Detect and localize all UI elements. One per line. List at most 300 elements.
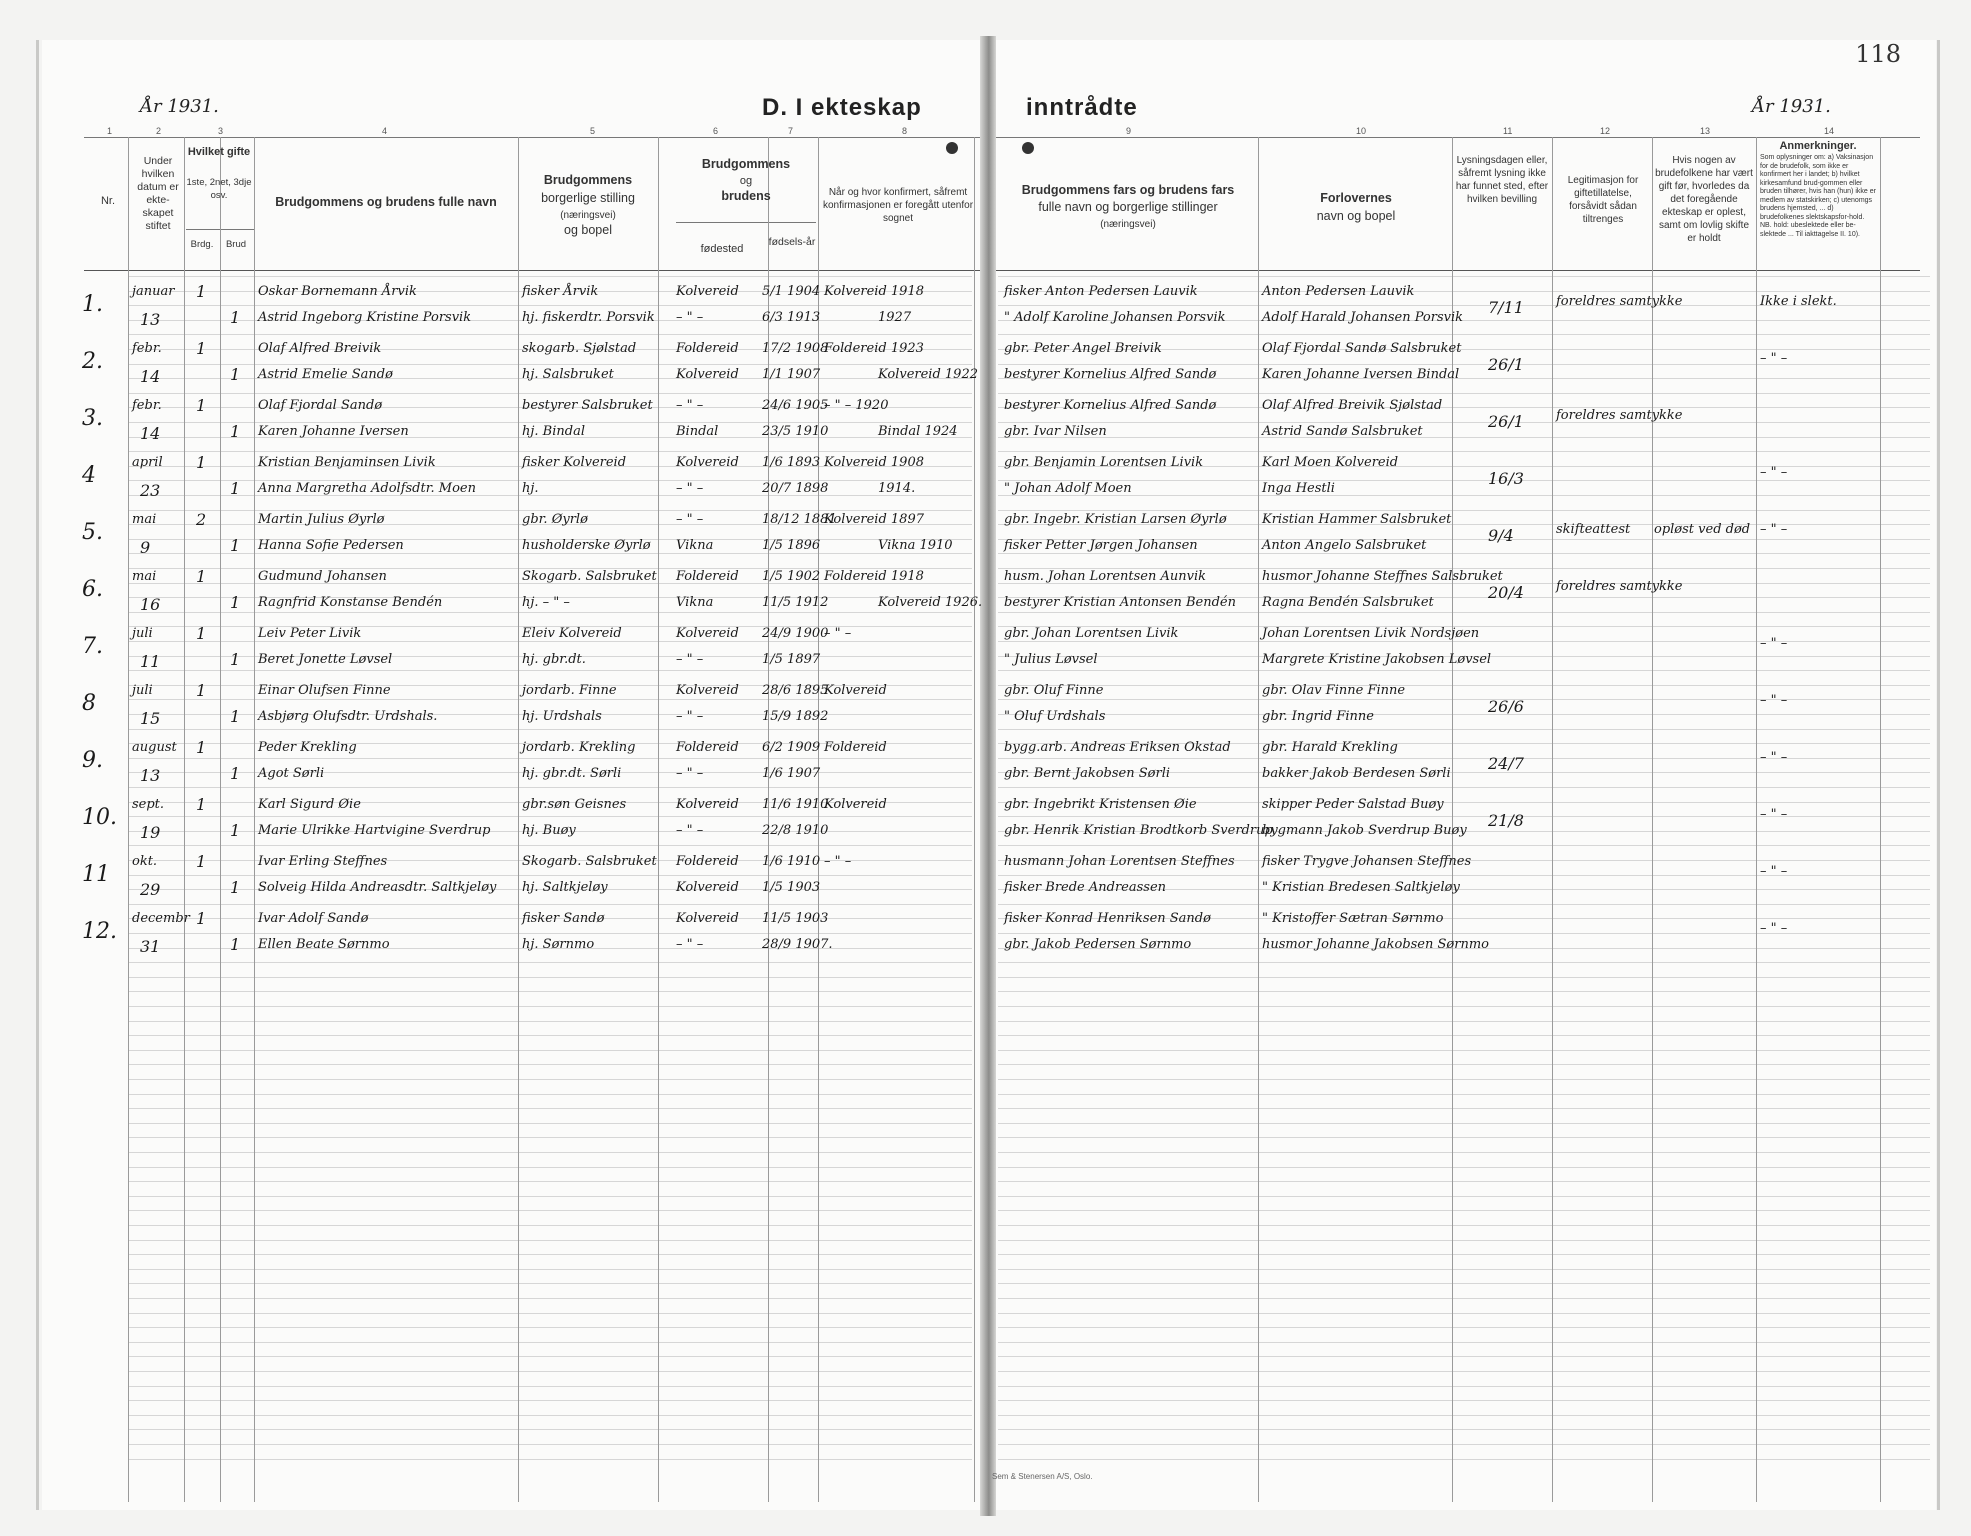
ruled-line [998, 1444, 1930, 1445]
entry-groom-name: Karl Sigurd Øie [258, 797, 361, 812]
entry-remark: – " – [1760, 921, 1788, 936]
entry-groom-birthdate: 24/9 1900 [762, 626, 829, 641]
header-stilling-d: og bopel [564, 223, 612, 237]
entry-bride-father: gbr. Jakob Pedersen Sørnmo [1004, 937, 1192, 952]
year-left: År 1931. [140, 96, 219, 117]
column-number: 7 [788, 126, 794, 136]
ruled-line [998, 1429, 1930, 1430]
column-rule [184, 137, 185, 1502]
entry-banns-date: 24/7 [1488, 754, 1524, 773]
entry-bride-occupation: hj. Salsbruket [522, 367, 614, 382]
entry-bride-occupation: hj. Saltkjeløy [522, 880, 608, 895]
entry-groom-birthdate: 11/5 1903 [762, 911, 829, 926]
ruled-line [998, 991, 1930, 992]
ruled-line [998, 276, 1930, 277]
entry-previous-marriage: opløst ved død [1654, 522, 1751, 537]
header-stilling-a: Brudgommens [543, 173, 633, 187]
entry-bride-father: " Adolf Karoline Johansen Porsvik [1004, 310, 1226, 325]
entry-banns-date: 26/1 [1488, 412, 1524, 431]
entry-number: 6. [82, 577, 103, 602]
ruled-line [998, 1386, 1930, 1387]
entry-bride-birthplace: – " – [676, 310, 704, 325]
ruled-line [998, 1167, 1930, 1168]
entry-number: 5. [82, 520, 103, 545]
entry-bride-confirmation: Kolvereid 1922 [878, 367, 978, 382]
header-brudens-a: Brudgommens [701, 157, 791, 171]
entry-number: 9. [82, 748, 103, 773]
entry-witness-1: Johan Lorentsen Livik Nordsjøen [1262, 626, 1480, 641]
entry-bride-birthplace: – " – [676, 481, 704, 496]
ruled-line [998, 1269, 1930, 1270]
entry-gifte-brud: 1 [230, 593, 241, 612]
entry-number: 3. [82, 406, 103, 431]
header-brudens-c: brudens [721, 189, 771, 203]
header-navn: Brudgommens og brudens fulle navn [275, 195, 497, 209]
ruled-line [998, 714, 1930, 715]
entry-banns-date: 21/8 [1488, 811, 1524, 830]
entry-witness-1: Anton Pedersen Lauvik [1262, 284, 1415, 299]
entry-bride-birthdate: 28/9 1907. [762, 937, 833, 952]
entry-bride-father: fisker Petter Jørgen Johansen [1004, 538, 1198, 553]
entry-groom-father: husmann Johan Lorentsen Steffnes [1004, 854, 1235, 869]
header-brudens-b: og [739, 175, 753, 187]
entry-groom-name: Ivar Adolf Sandø [258, 911, 369, 926]
entry-witness-2: Karen Johanne Iversen Bindal [1262, 367, 1460, 382]
entry-groom-father: gbr. Peter Angel Breivik [1004, 341, 1162, 356]
header-lysning: Lysningsdagen eller, såfremt lysning ikke har funnet sted, efter hvilken bevilling [1455, 155, 1549, 205]
entry-groom-birthplace: Foldereid [676, 341, 739, 356]
entry-gifte-brdg: 1 [196, 396, 207, 415]
entry-groom-name: Leiv Peter Livik [258, 626, 362, 641]
entry-witness-1: Olaf Alfred Breivik Sjølstad [1262, 398, 1443, 413]
header-tidligere: Hvis nogen av brudefolkene har vært gift før, hvorledes da det foregående ekteskap er oplest, samt om lovlig skifte er holdt [1655, 155, 1753, 244]
entry-bride-occupation: hj. Urdshals [522, 709, 602, 724]
header-fars-c: (næringsvei) [1100, 219, 1156, 230]
entry-groom-confirmation: Kolvereid [824, 797, 887, 812]
ruled-line [998, 685, 1930, 686]
entry-groom-occupation: fisker Årvik [522, 284, 599, 299]
entry-banns-date: 20/4 [1488, 583, 1524, 602]
entry-day: 13 [140, 766, 161, 785]
entry-bride-birthplace: – " – [676, 823, 704, 838]
entry-gifte-brud: 1 [230, 536, 241, 555]
entry-gifte-brdg: 1 [196, 795, 207, 814]
entry-day: 11 [140, 652, 161, 671]
entry-witness-2: husmor Johanne Jakobsen Sørnmo [1262, 937, 1489, 952]
column-rule [1552, 137, 1553, 1502]
entry-witness-2: Inga Hestli [1262, 481, 1335, 496]
entry-gifte-brud: 1 [230, 764, 241, 783]
entry-day: 19 [140, 823, 161, 842]
header-bottom-rule [84, 270, 980, 271]
ruled-line [998, 1021, 1930, 1022]
entry-witness-2: gbr. Ingrid Finne [1262, 709, 1374, 724]
entry-bride-name: Ragnfrid Konstanse Bendén [258, 595, 443, 610]
entry-gifte-brdg: 1 [196, 852, 207, 871]
entry-bride-name: Hanna Sofie Pedersen [258, 538, 404, 553]
entry-legitimation: foreldres samtykke [1556, 579, 1683, 594]
entry-witness-1: skipper Peder Salstad Buøy [1262, 797, 1444, 812]
entry-remark: – " – [1760, 522, 1788, 537]
page-edge-left [36, 40, 39, 1510]
entry-bride-occupation: hj. Sørnmo [522, 937, 595, 952]
header-gifte-sub: 1ste, 2net, 3dje osv. [186, 177, 252, 201]
column-number: 9 [1126, 126, 1132, 136]
entry-witness-2: Margrete Kristine Jakobsen Løvsel [1262, 652, 1492, 667]
entry-bride-occupation: hj. Buøy [522, 823, 576, 838]
entry-groom-confirmation: – " – [824, 854, 852, 869]
entry-groom-name: Olaf Fjordal Sandø [258, 398, 383, 413]
entry-bride-confirmation: Kolvereid 1926. [878, 595, 983, 610]
ruled-line [998, 495, 1930, 496]
entry-remark: – " – [1760, 807, 1788, 822]
column-rule [1880, 137, 1881, 1502]
entry-groom-confirmation: Foldereid [824, 740, 887, 755]
entry-bride-name: Karen Johanne Iversen [258, 424, 409, 439]
ruled-line [998, 1094, 1930, 1095]
title-right: inntrådte [1026, 94, 1138, 121]
entry-groom-occupation: gbr.søn Geisnes [522, 797, 627, 812]
entry-banns-date: 9/4 [1488, 526, 1514, 545]
ruled-line [998, 933, 1930, 934]
entry-groom-birthdate: 5/1 1904 [762, 284, 821, 299]
column-number: 4 [382, 126, 388, 136]
entry-witness-1: gbr. Harald Krekling [1262, 740, 1398, 755]
column-number: 8 [902, 126, 908, 136]
entry-bride-birthplace: – " – [676, 652, 704, 667]
entry-groom-birthplace: Foldereid [676, 854, 739, 869]
entry-groom-father: gbr. Benjamin Lorentsen Livik [1004, 455, 1204, 470]
column-number: 2 [156, 126, 162, 136]
entry-bride-occupation: hj. – " – [522, 595, 570, 610]
entry-groom-birthdate: 1/5 1902 [762, 569, 821, 584]
header-top-rule [996, 137, 1920, 138]
entry-bride-name: Anna Margretha Adolfsdtr. Moen [258, 481, 476, 496]
entry-gifte-brud: 1 [230, 935, 241, 954]
entry-number: 7. [82, 634, 103, 659]
entry-month: januar [132, 284, 175, 299]
ruled-line [998, 729, 1930, 730]
entry-bride-birthplace: – " – [676, 766, 704, 781]
column-rule [974, 137, 975, 1502]
entry-remark: – " – [1760, 465, 1788, 480]
entry-groom-birthplace: Kolvereid [676, 626, 739, 641]
entry-groom-father: bestyrer Kornelius Alfred Sandø [1004, 398, 1217, 413]
entry-month: mai [132, 512, 157, 527]
ruled-line [998, 422, 1930, 423]
header-bottom-rule [996, 270, 1920, 271]
entry-groom-name: Peder Krekling [258, 740, 357, 755]
entry-groom-occupation: fisker Sandø [522, 911, 605, 926]
entry-groom-occupation: fisker Kolvereid [522, 455, 627, 470]
entry-bride-father: " Johan Adolf Moen [1004, 481, 1132, 496]
header-nr: Nr. [100, 195, 116, 207]
entry-day: 23 [140, 481, 161, 500]
entry-groom-father: fisker Anton Pedersen Lauvik [1004, 284, 1198, 299]
entry-bride-birthdate: 11/5 1912 [762, 595, 829, 610]
entry-bride-birthdate: 1/5 1896 [762, 538, 821, 553]
entry-bride-birthplace: Kolvereid [676, 880, 739, 895]
entry-witness-1: husmor Johanne Steffnes Salsbruket [1262, 569, 1503, 584]
entry-bride-birthplace: – " – [676, 937, 704, 952]
entry-bride-name: Ellen Beate Sørnmo [258, 937, 390, 952]
page-number: 118 [1855, 40, 1901, 68]
column-rule [658, 137, 659, 1502]
entry-groom-father: gbr. Oluf Finne [1004, 683, 1104, 698]
entry-bride-birthdate: 1/6 1907 [762, 766, 821, 781]
ruled-line [998, 670, 1930, 671]
ruled-line [998, 1459, 1930, 1460]
header-anm-note: Som oplysninger om: a) Vaksinasjon for de brudefolk, som ikke er konfirmert her i landet; b) hvilket kirkesamfund brud-gommen eller bruden tilhører, hvis han (hun) ikke er medlem av statskirken; c) utenomgs brudens hjemsted, ... d) brudefolkenes slektskapsfor-hold. NB. hold: ubeslektede eller be-slektede ... Til iakttagelse II. 10). [1760, 154, 1876, 238]
entry-gifte-brdg: 1 [196, 453, 207, 472]
entry-groom-occupation: skogarb. Sjølstad [522, 341, 637, 356]
column-rule [1756, 137, 1757, 1502]
entry-groom-birthplace: Kolvereid [676, 455, 739, 470]
header-legitimasjon: Legitimasjon for giftetillatelse, forsåvidt sådan tiltrenges [1567, 175, 1639, 225]
brudens-sub-rule [676, 222, 816, 223]
entry-number: 2. [82, 349, 103, 374]
entry-number: 11 [82, 862, 110, 887]
entry-groom-name: Oskar Bornemann Årvik [258, 284, 417, 299]
entry-number: 8 [82, 691, 96, 716]
entry-groom-father: gbr. Ingebrikt Kristensen Øie [1004, 797, 1197, 812]
ruled-line [998, 962, 1930, 963]
entry-groom-occupation: gbr. Øyrlø [522, 512, 588, 527]
entry-groom-confirmation: – " – [824, 626, 852, 641]
entry-remark: Ikke i slekt. [1760, 294, 1837, 309]
ruled-line [998, 1240, 1930, 1241]
ruled-line [998, 758, 1930, 759]
entry-groom-father: husm. Johan Lorentsen Aunvik [1004, 569, 1207, 584]
ruled-line [998, 1313, 1930, 1314]
entry-day: 31 [140, 937, 161, 956]
entry-day: 15 [140, 709, 161, 728]
entry-gifte-brdg: 2 [196, 510, 207, 529]
entry-bride-father: fisker Brede Andreassen [1004, 880, 1167, 895]
header-datum: Under hvilken datum er ekte-skapet stiftet [137, 155, 179, 232]
entry-groom-birthdate: 17/2 1908 [762, 341, 829, 356]
page-edge-right [1937, 40, 1940, 1510]
ruled-line [998, 1108, 1930, 1109]
entry-bride-occupation: husholderske Øyrlø [522, 538, 651, 553]
entry-groom-father: bygg.arb. Andreas Eriksen Okstad [1004, 740, 1231, 755]
entry-banns-date: 16/3 [1488, 469, 1524, 488]
entry-groom-birthplace: – " – [676, 512, 704, 527]
entry-groom-father: fisker Konrad Henriksen Sandø [1004, 911, 1211, 926]
entry-number: 10. [82, 805, 117, 830]
ruled-line [998, 1371, 1930, 1372]
entry-groom-occupation: jordarb. Krekling [522, 740, 636, 755]
entry-bride-name: Astrid Ingeborg Kristine Porsvik [258, 310, 472, 325]
entry-bride-confirmation: 1927 [878, 310, 912, 325]
header-fodselsaar: fødsels-år [768, 236, 816, 248]
entry-groom-name: Gudmund Johansen [258, 569, 387, 584]
entry-bride-birthdate: 15/9 1892 [762, 709, 829, 724]
entry-month: febr. [132, 398, 162, 413]
entry-gifte-brdg: 1 [196, 681, 207, 700]
entry-witness-1: fisker Trygve Johansen Steffnes [1262, 854, 1472, 869]
entry-bride-birthdate: 6/3 1913 [762, 310, 821, 325]
header-top-rule [84, 137, 980, 138]
entry-number: 1. [82, 292, 103, 317]
entry-groom-confirmation: Kolvereid 1908 [824, 455, 924, 470]
header-gifte: Hvilket gifte [187, 146, 251, 158]
entry-month: decembr [132, 911, 190, 926]
ruled-line [998, 875, 1930, 876]
entry-witness-2: bakker Jakob Berdesen Sørli [1262, 766, 1451, 781]
ruled-line [998, 480, 1930, 481]
column-rule [1258, 137, 1259, 1502]
entry-month: august [132, 740, 177, 755]
entry-banns-date: 26/1 [1488, 355, 1524, 374]
ruled-line [998, 845, 1930, 846]
entry-bride-name: Asbjørg Olufsdtr. Urdshals. [258, 709, 438, 724]
entry-bride-occupation: hj. Bindal [522, 424, 585, 439]
ruled-line [998, 1210, 1930, 1211]
entry-bride-name: Agot Sørli [258, 766, 325, 781]
entry-banns-date: 26/6 [1488, 697, 1524, 716]
entry-witness-1: Karl Moen Kolvereid [1262, 455, 1399, 470]
entry-groom-father: gbr. Johan Lorentsen Livik [1004, 626, 1179, 641]
ruled-line [998, 816, 1930, 817]
entry-groom-birthdate: 6/2 1909 [762, 740, 821, 755]
title-left: D. I ekteskap [762, 94, 922, 121]
ruled-line [998, 1123, 1930, 1124]
ruled-line [998, 1415, 1930, 1416]
entry-gifte-brdg: 1 [196, 909, 207, 928]
column-rule [128, 137, 129, 1502]
entry-groom-occupation: Skogarb. Salsbruket [522, 854, 657, 869]
entry-groom-birthplace: Kolvereid [676, 284, 739, 299]
ruled-line [998, 1079, 1930, 1080]
header-forlovere-b: navn og bopel [1316, 209, 1396, 223]
ruled-line [998, 977, 1930, 978]
entry-bride-confirmation: Vikna 1910 [878, 538, 953, 553]
entry-witness-2: bygmann Jakob Sverdrup Buøy [1262, 823, 1467, 838]
entry-gifte-brud: 1 [230, 821, 241, 840]
column-number: 1 [107, 126, 113, 136]
entry-legitimation: foreldres samtykke [1556, 294, 1683, 309]
entry-remark: – " – [1760, 351, 1788, 366]
ruled-line [998, 364, 1930, 365]
entry-remark: – " – [1760, 693, 1788, 708]
ruled-line [998, 1298, 1930, 1299]
entry-bride-father: gbr. Bernt Jakobsen Sørli [1004, 766, 1171, 781]
ruled-line [998, 1254, 1930, 1255]
binding-hole [1022, 142, 1034, 154]
entry-bride-birthdate: 1/5 1903 [762, 880, 821, 895]
column-rule [254, 137, 255, 1502]
header-forlovere-a: Forlovernes [1320, 191, 1392, 205]
entry-month: juli [132, 626, 153, 641]
binding-hole [946, 142, 958, 154]
ruled-line [998, 451, 1930, 452]
entry-witness-2: Anton Angelo Salsbruket [1262, 538, 1427, 553]
header-fars-b: fulle navn og borgerlige stillinger [1038, 200, 1218, 214]
ruled-line [998, 437, 1930, 438]
header-stilling-c: (næringsvei) [560, 210, 616, 221]
header-anmerkninger: Anmerkninger. [1779, 140, 1857, 152]
entry-gifte-brud: 1 [230, 479, 241, 498]
entry-bride-birthplace: Vikna [676, 595, 714, 610]
entry-groom-birthplace: Kolvereid [676, 797, 739, 812]
entry-gifte-brud: 1 [230, 878, 241, 897]
entry-month: mai [132, 569, 157, 584]
entry-bride-name: Astrid Emelie Sandø [258, 367, 393, 382]
ruled-line [998, 1006, 1930, 1007]
header-brud: Brud [225, 239, 247, 250]
entry-witness-2: Adolf Harald Johansen Porsvik [1262, 310, 1464, 325]
entry-groom-birthdate: 11/6 1910 [762, 797, 829, 812]
ruled-line [998, 1283, 1930, 1284]
ruled-line [998, 1356, 1930, 1357]
entry-groom-confirmation: Foldereid 1918 [824, 569, 924, 584]
header-brdg: Brdg. [190, 239, 214, 250]
entry-groom-birthdate: 18/12 1881 [762, 512, 837, 527]
entry-month: okt. [132, 854, 158, 869]
entry-bride-name: Marie Ulrikke Hartvigine Sverdrup [258, 823, 491, 838]
ruled-line [998, 1342, 1930, 1343]
book-gutter [980, 36, 996, 1516]
entry-bride-birthplace: – " – [676, 709, 704, 724]
entry-banns-date: 7/11 [1488, 298, 1524, 317]
ruled-line [998, 1225, 1930, 1226]
entry-day: 9 [140, 538, 151, 557]
entry-groom-birthplace: – " – [676, 398, 704, 413]
column-number: 6 [713, 126, 719, 136]
entry-groom-birthdate: 24/6 1905 [762, 398, 829, 413]
ruled-line [998, 393, 1930, 394]
entry-gifte-brdg: 1 [196, 339, 207, 358]
entry-groom-name: Ivar Erling Steffnes [258, 854, 388, 869]
entry-groom-occupation: Skogarb. Salsbruket [522, 569, 657, 584]
entry-groom-confirmation: – " – 1920 [824, 398, 889, 413]
entry-groom-name: Einar Olufsen Finne [258, 683, 391, 698]
entry-legitimation: skifteattest [1556, 522, 1631, 537]
entry-groom-father: gbr. Ingebr. Kristian Larsen Øyrlø [1004, 512, 1227, 527]
entry-gifte-brud: 1 [230, 365, 241, 384]
header-stilling-b: borgerlige stilling [541, 191, 635, 205]
column-rule [1652, 137, 1653, 1502]
entry-day: 14 [140, 424, 161, 443]
entry-witness-1: gbr. Olav Finne Finne [1262, 683, 1406, 698]
entry-bride-name: Solveig Hilda Andreasdtr. Saltkjeløy [258, 880, 497, 895]
header-fodested: fødested [700, 243, 744, 255]
ruled-line [998, 612, 1930, 613]
entry-legitimation: foreldres samtykke [1556, 408, 1683, 423]
entry-bride-birthdate: 23/5 1910 [762, 424, 829, 439]
ruled-line [998, 1181, 1930, 1182]
header-fars-a: Brudgommens fars og brudens fars [1021, 183, 1235, 197]
entry-bride-birthdate: 20/7 1898 [762, 481, 829, 496]
entry-groom-confirmation: Kolvereid [824, 683, 887, 698]
entry-groom-birthplace: Kolvereid [676, 911, 739, 926]
entry-gifte-brud: 1 [230, 308, 241, 327]
entry-groom-birthdate: 28/6 1895 [762, 683, 829, 698]
entry-witness-1: " Kristoffer Sætran Sørnmo [1262, 911, 1444, 926]
entry-remark: – " – [1760, 864, 1788, 879]
entry-bride-occupation: hj. [522, 481, 539, 496]
entry-bride-birthdate: 22/8 1910 [762, 823, 829, 838]
ruled-line [998, 510, 1930, 511]
column-number: 14 [1824, 126, 1835, 136]
column-number: 10 [1356, 126, 1367, 136]
entry-gifte-brdg: 1 [196, 567, 207, 586]
entry-gifte-brdg: 1 [196, 624, 207, 643]
ruled-line [998, 641, 1930, 642]
entry-day: 29 [140, 880, 161, 899]
entry-groom-birthplace: Foldereid [676, 569, 739, 584]
